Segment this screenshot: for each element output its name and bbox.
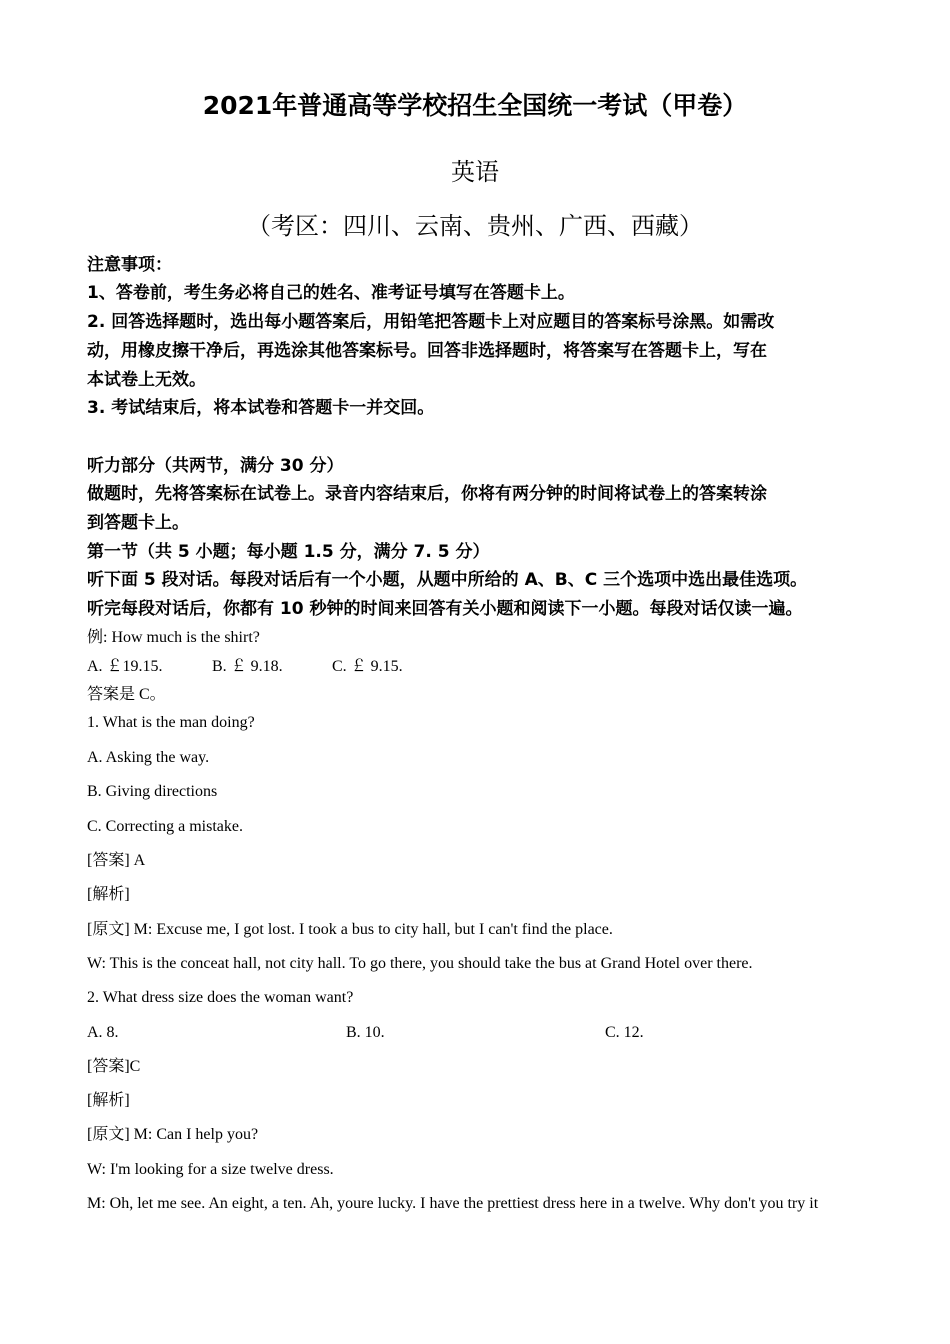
exam-title: 2021年普通高等学校招生全国统一考试（甲卷）: [202, 91, 748, 120]
listening-instr-line-2: 到答题卡上。: [87, 513, 189, 533]
q1-answer: [答案] A: [87, 852, 146, 869]
q2-transcript-1: [原文] M: Can I help you?: [87, 1126, 259, 1143]
listening-heading: 听力部分（共两节，满分 30 分）: [87, 456, 344, 476]
notice-item-3: 3. 考试结束后，将本试卷和答题卡一并交回。: [87, 398, 435, 418]
q2-option-b: B. 10.: [346, 1024, 385, 1041]
q1-transcript-1: [原文] M: Excuse me, I got lost. I took a bus to city hall, but I can't find the place.: [87, 921, 613, 938]
exam-subject: 英语: [451, 158, 499, 186]
notice-item-2-line-3: 本试卷上无效。: [87, 370, 206, 390]
example-option-c: C. ￡ 9.15.: [332, 658, 403, 675]
example-question: 例: How much is the shirt?: [87, 629, 260, 646]
q2-question: 2. What dress size does the woman want?: [87, 989, 354, 1006]
example-answer: 答案是 C。: [87, 686, 166, 703]
q1-transcript-2: W: This is the conceat hall, not city hall. To go there, you should take the bus at Grand Hotel over there.: [87, 955, 753, 972]
q2-transcript-2: W: I'm looking for a size twelve dress.: [87, 1161, 334, 1178]
exam-regions: （考区：四川、云南、贵州、广西、西藏）: [247, 212, 703, 240]
q1-question: 1. What is the man doing?: [87, 714, 255, 731]
section-1-instr-1: 听下面 5 段对话。每段对话后有一个小题，从题中所给的 A、B、C 三个选项中选出最佳选项。: [87, 570, 808, 590]
section-1-heading: 第一节（共 5 小题；每小题 1.5 分，满分 7. 5 分）: [87, 542, 490, 562]
q2-transcript-3: M: Oh, let me see. An eight, a ten. Ah, youre lucky. I have the prettiest dress here in a twelve. Why don't you try it: [87, 1195, 819, 1212]
q2-option-a: A. 8.: [87, 1024, 119, 1041]
q1-option-a: A. Asking the way.: [87, 749, 210, 766]
q1-option-b: B. Giving directions: [87, 783, 218, 800]
example-option-a: A. ￡19.15.: [87, 658, 163, 675]
q1-option-c: C. Correcting a mistake.: [87, 818, 243, 835]
notice-heading: 注意事项：: [87, 255, 172, 275]
example-option-b: B. ￡ 9.18.: [212, 658, 283, 675]
notice-item-2-line-1: 2. 回答选择题时，选出每小题答案后，用铅笔把答题卡上对应题目的答案标号涂黑。如需改: [87, 312, 775, 332]
notice-item-2-line-2: 动，用橡皮擦干净后，再选涂其他答案标号。回答非选择题时，将答案写在答题卡上，写在: [87, 341, 767, 361]
q2-analysis: [解析]: [87, 1092, 130, 1109]
q2-option-c: C. 12.: [605, 1024, 644, 1041]
notice-item-1: 1、答卷前，考生务必将自己的姓名、准考证号填写在答题卡上。: [87, 283, 575, 303]
section-1-instr-2: 听完每段对话后，你都有 10 秒钟的时间来回答有关小题和阅读下一小题。每段对话仅读一遍。: [87, 599, 803, 619]
q1-analysis: [解析]: [87, 886, 130, 903]
listening-instr-line-1: 做题时，先将答案标在试卷上。录音内容结束后，你将有两分钟的时间将试卷上的答案转涂: [87, 484, 767, 504]
q2-answer: [答案]C: [87, 1058, 141, 1075]
